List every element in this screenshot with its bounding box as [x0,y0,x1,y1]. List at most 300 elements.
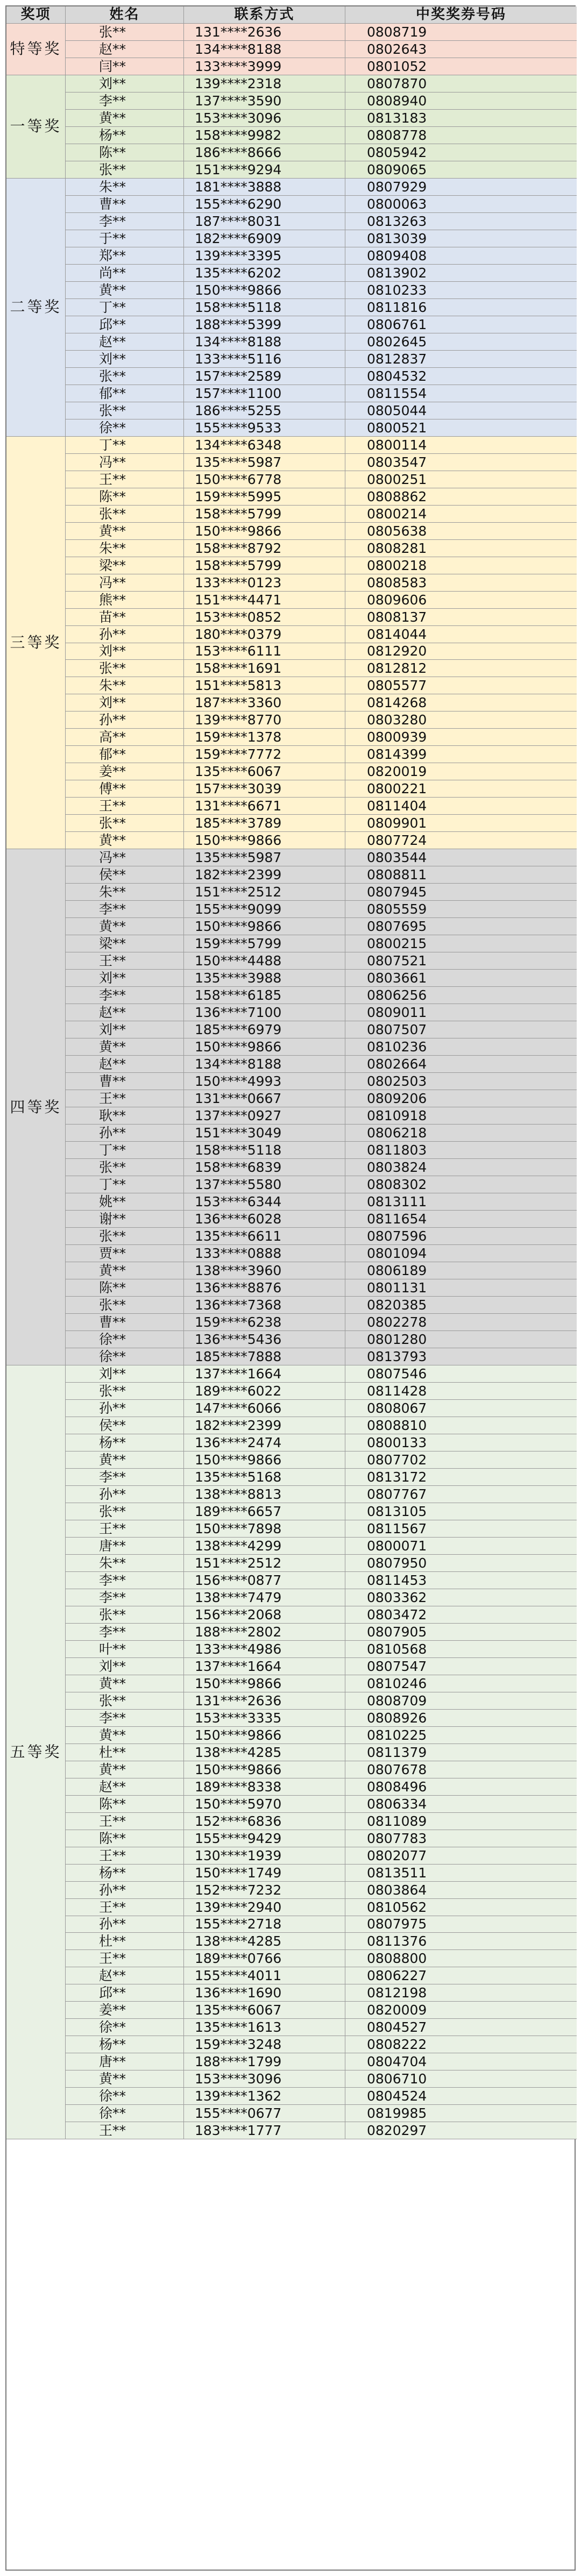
winner-ticket-number: 0807975 [345,1916,577,1933]
winner-name: 黄** [66,1727,184,1744]
winner-phone: 158****6185 [184,987,345,1004]
winner-name: 徐** [66,2019,184,2036]
winner-ticket-number: 0805559 [345,901,577,918]
winner-phone: 153****3096 [184,2070,345,2088]
winner-ticket-number: 0808811 [345,866,577,884]
winner-name: 王** [66,1520,184,1538]
winner-phone: 136****6028 [184,1211,345,1228]
winner-name: 李** [66,1624,184,1641]
winner-phone: 139****3395 [184,247,345,265]
winner-phone: 157****2589 [184,368,345,385]
winner-phone: 136****2474 [184,1434,345,1451]
winner-ticket-number: 0801052 [345,58,577,75]
winner-ticket-number: 0803280 [345,711,577,729]
winner-phone: 159****5799 [184,935,345,952]
winner-phone: 150****9866 [184,1451,345,1469]
winner-ticket-number: 0804527 [345,2019,577,2036]
winner-phone: 158****9982 [184,127,345,144]
winner-name: 张** [66,1692,184,1710]
winner-ticket-number: 0811803 [345,1142,577,1159]
winner-ticket-number: 0808810 [345,1417,577,1434]
winner-ticket-number: 0813172 [345,1469,577,1486]
winner-phone: 139****2318 [184,75,345,92]
winner-ticket-number: 0813111 [345,1193,577,1211]
winner-ticket-number: 0807950 [345,1555,577,1572]
winner-name: 冯** [66,849,184,866]
prize-level-cell: 二等奖 [6,179,66,437]
winner-name: 唐** [66,2053,184,2070]
winner-phone: 189****0766 [184,1950,345,1967]
winner-phone: 155****0677 [184,2105,345,2122]
winner-phone: 131****6671 [184,798,345,815]
winner-ticket-number: 0805044 [345,402,577,419]
winner-name: 赵** [66,1778,184,1796]
winner-ticket-number: 0803864 [345,1882,577,1899]
winner-name: 傅** [66,780,184,798]
winner-phone: 137****1664 [184,1365,345,1383]
winner-phone: 150****9866 [184,1727,345,1744]
winner-name: 杜** [66,1933,184,1950]
winner-phone: 151****5813 [184,677,345,694]
winner-ticket-number: 0807945 [345,884,577,901]
winner-name: 杨** [66,2036,184,2053]
winner-name: 朱** [66,179,184,196]
winner-name: 张** [66,24,184,41]
winner-phone: 138****4285 [184,1744,345,1761]
winner-ticket-number: 0808800 [345,1950,577,1967]
winner-ticket-number: 0820009 [345,2002,577,2019]
winner-phone: 150****9866 [184,1038,345,1056]
winner-ticket-number: 0807702 [345,1451,577,1469]
winner-name: 孙** [66,1400,184,1417]
winner-name: 曹** [66,1073,184,1090]
winner-name: 黄** [66,832,184,849]
winner-phone: 155****9429 [184,1830,345,1847]
winner-name: 丁** [66,1176,184,1193]
winner-ticket-number: 0803544 [345,849,577,866]
winner-phone: 135****5987 [184,454,345,471]
winner-ticket-number: 0811654 [345,1211,577,1228]
winner-ticket-number: 0806761 [345,316,577,333]
winner-phone: 158****5118 [184,1142,345,1159]
winner-phone: 183****1777 [184,2122,345,2139]
winner-ticket-number: 0804532 [345,368,577,385]
winner-ticket-number: 0812198 [345,1984,577,2002]
winner-ticket-number: 0807783 [345,1830,577,1847]
winner-ticket-number: 0801094 [345,1245,577,1262]
winner-ticket-number: 0807905 [345,1624,577,1641]
winner-name: 邱** [66,1984,184,2002]
winner-ticket-number: 0811376 [345,1933,577,1950]
winner-name: 赵** [66,1004,184,1021]
winner-ticket-number: 0803824 [345,1159,577,1176]
winner-phone: 181****3888 [184,179,345,196]
winner-phone: 189****8338 [184,1778,345,1796]
winner-ticket-number: 0813039 [345,230,577,247]
winner-name: 叶** [66,1641,184,1658]
winner-name: 孙** [66,626,184,643]
winner-phone: 133****4986 [184,1641,345,1658]
winner-phone: 136****8876 [184,1279,345,1297]
winner-name: 冯** [66,574,184,592]
winner-ticket-number: 0810568 [345,1641,577,1658]
winner-phone: 135****6067 [184,763,345,780]
winner-phone: 133****3999 [184,58,345,75]
winner-phone: 150****9866 [184,1761,345,1778]
winner-ticket-number: 0814268 [345,694,577,711]
winner-phone: 185****7888 [184,1348,345,1365]
winner-ticket-number: 0800939 [345,729,577,746]
winner-name: 黄** [66,1675,184,1692]
winner-phone: 158****5118 [184,299,345,316]
winner-name: 王** [66,952,184,970]
winner-phone: 155****6290 [184,196,345,213]
winner-phone: 135****6067 [184,2002,345,2019]
winner-ticket-number: 0813793 [345,1348,577,1365]
winner-name: 王** [66,1813,184,1830]
winner-phone: 150****4993 [184,1073,345,1090]
winner-phone: 135****1613 [184,2019,345,2036]
winner-name: 黄** [66,1761,184,1778]
winner-phone: 150****6778 [184,471,345,488]
winner-ticket-number: 0800214 [345,506,577,523]
winner-phone: 150****4488 [184,952,345,970]
winner-phone: 147****6066 [184,1400,345,1417]
winner-phone: 138****8813 [184,1486,345,1503]
winner-ticket-number: 0806710 [345,2070,577,2088]
winner-ticket-number: 0808926 [345,1710,577,1727]
winner-ticket-number: 0800521 [345,419,577,437]
winner-phone: 151****9294 [184,161,345,179]
winner-name: 李** [66,987,184,1004]
winner-name: 黄** [66,1451,184,1469]
winner-name: 王** [66,1899,184,1916]
winner-ticket-number: 0813902 [345,265,577,282]
winner-ticket-number: 0808222 [345,2036,577,2053]
winner-phone: 138****4299 [184,1538,345,1555]
winner-ticket-number: 0802664 [345,1056,577,1073]
winner-name: 杜** [66,1744,184,1761]
winner-phone: 180****0379 [184,626,345,643]
winner-phone: 188****5399 [184,316,345,333]
header-name: 姓名 [66,6,184,24]
winner-phone: 182****6909 [184,230,345,247]
winner-name: 谢** [66,1211,184,1228]
winner-ticket-number: 0808719 [345,24,577,41]
winner-ticket-number: 0804524 [345,2088,577,2105]
winner-phone: 156****0877 [184,1572,345,1589]
winner-phone: 135****5168 [184,1469,345,1486]
header-contact: 联系方式 [184,6,345,24]
winner-phone: 151****2512 [184,1555,345,1572]
winner-phone: 137****0927 [184,1107,345,1125]
winner-name: 姚** [66,1193,184,1211]
winner-phone: 133****0888 [184,1245,345,1262]
winner-ticket-number: 0812920 [345,643,577,660]
winner-name: 黄** [66,2070,184,2088]
winner-name: 刘** [66,351,184,368]
winner-name: 黄** [66,523,184,540]
winner-name: 陈** [66,1796,184,1813]
winner-name: 徐** [66,419,184,437]
winner-name: 李** [66,213,184,230]
winner-phone: 188****1799 [184,2053,345,2070]
winner-ticket-number: 0807870 [345,75,577,92]
winner-phone: 185****3789 [184,815,345,832]
winner-ticket-number: 0808709 [345,1692,577,1710]
winner-phone: 131****0667 [184,1090,345,1107]
winner-phone: 186****8666 [184,144,345,161]
winner-ticket-number: 0806227 [345,1967,577,1984]
winner-ticket-number: 0820297 [345,2122,577,2139]
winner-ticket-number: 0810562 [345,1899,577,1916]
winner-ticket-number: 0810236 [345,1038,577,1056]
winner-name: 朱** [66,540,184,557]
winner-ticket-number: 0811554 [345,385,577,402]
winner-phone: 137****5580 [184,1176,345,1193]
winner-ticket-number: 0807767 [345,1486,577,1503]
winner-name: 张** [66,660,184,677]
winner-name: 唐** [66,1538,184,1555]
winner-name: 曹** [66,196,184,213]
winner-name: 黄** [66,282,184,299]
winner-phone: 155****2718 [184,1916,345,1933]
winner-name: 耿** [66,1107,184,1125]
winner-name: 梁** [66,935,184,952]
winner-ticket-number: 0802503 [345,1073,577,1090]
winner-phone: 157****1100 [184,385,345,402]
winner-phone: 150****5970 [184,1796,345,1813]
winner-name: 熊** [66,592,184,609]
winner-name: 张** [66,1228,184,1245]
winner-ticket-number: 0811379 [345,1744,577,1761]
winner-phone: 138****3960 [184,1262,345,1279]
winner-name: 孙** [66,1882,184,1899]
winner-name: 李** [66,1572,184,1589]
winner-name: 赵** [66,333,184,351]
winner-ticket-number: 0809206 [345,1090,577,1107]
winner-name: 杨** [66,1434,184,1451]
winner-ticket-number: 0811567 [345,1520,577,1538]
winner-phone: 187****8031 [184,213,345,230]
winner-name: 郁** [66,746,184,763]
winner-name: 黄** [66,110,184,127]
winner-name: 杨** [66,1865,184,1882]
winner-ticket-number: 0802643 [345,41,577,58]
winner-name: 丁** [66,437,184,454]
winner-name: 张** [66,1606,184,1624]
prize-level-cell: 四等奖 [6,849,66,1365]
winner-name: 刘** [66,1021,184,1038]
winner-ticket-number: 0807546 [345,1365,577,1383]
winner-name: 陈** [66,144,184,161]
winner-name: 孙** [66,1916,184,1933]
winner-ticket-number: 0805942 [345,144,577,161]
winner-ticket-number: 0808583 [345,574,577,592]
winner-name: 高** [66,729,184,746]
winner-phone: 134****8188 [184,1056,345,1073]
winner-ticket-number: 0807695 [345,918,577,935]
winner-ticket-number: 0808067 [345,1400,577,1417]
winner-name: 于** [66,230,184,247]
winner-phone: 188****2802 [184,1624,345,1641]
winner-name: 冯** [66,454,184,471]
winner-ticket-number: 0807724 [345,832,577,849]
winner-name: 黄** [66,1038,184,1056]
winner-name: 李** [66,901,184,918]
winner-phone: 153****6111 [184,643,345,660]
winner-ticket-number: 0800133 [345,1434,577,1451]
winner-ticket-number: 0807521 [345,952,577,970]
winner-name: 王** [66,798,184,815]
winner-name: 贾** [66,1245,184,1262]
winner-phone: 131****2636 [184,1692,345,1710]
winner-ticket-number: 0809408 [345,247,577,265]
winner-ticket-number: 0805638 [345,523,577,540]
winner-name: 郑** [66,247,184,265]
winner-phone: 189****6657 [184,1503,345,1520]
winner-name: 陈** [66,1279,184,1297]
winner-ticket-number: 0800071 [345,1538,577,1555]
winner-phone: 150****9866 [184,523,345,540]
winner-name: 孙** [66,1125,184,1142]
winner-phone: 185****6979 [184,1021,345,1038]
winner-name: 徐** [66,2105,184,2122]
winner-phone: 136****7368 [184,1297,345,1314]
winner-ticket-number: 0808940 [345,92,577,110]
winner-ticket-number: 0811089 [345,1813,577,1830]
winner-name: 陈** [66,1830,184,1847]
winner-ticket-number: 0802645 [345,333,577,351]
winner-phone: 153****3335 [184,1710,345,1727]
winner-phone: 137****3590 [184,92,345,110]
winner-phone: 151****3049 [184,1125,345,1142]
winner-phone: 135****3988 [184,970,345,987]
winner-phone: 159****7772 [184,746,345,763]
winner-phone: 138****4285 [184,1933,345,1950]
winner-ticket-number: 0808496 [345,1778,577,1796]
winner-ticket-number: 0813183 [345,110,577,127]
winner-name: 张** [66,1297,184,1314]
winner-phone: 158****5799 [184,506,345,523]
winner-phone: 139****1362 [184,2088,345,2105]
winner-phone: 155****4011 [184,1967,345,1984]
winner-name: 赵** [66,41,184,58]
winner-name: 丁** [66,299,184,316]
winner-ticket-number: 0807547 [345,1658,577,1675]
winner-name: 曹** [66,1314,184,1331]
winner-ticket-number: 0812812 [345,660,577,677]
winner-phone: 155****9099 [184,901,345,918]
winner-name: 张** [66,815,184,832]
winner-ticket-number: 0810918 [345,1107,577,1125]
winner-phone: 134****6348 [184,437,345,454]
winner-phone: 135****6202 [184,265,345,282]
winner-ticket-number: 0800251 [345,471,577,488]
winner-ticket-number: 0814044 [345,626,577,643]
winner-name: 王** [66,1950,184,1967]
winner-phone: 189****6022 [184,1383,345,1400]
winner-name: 张** [66,161,184,179]
winner-name: 王** [66,2122,184,2139]
winner-phone: 152****6836 [184,1813,345,1830]
winner-ticket-number: 0808862 [345,488,577,506]
winner-ticket-number: 0811453 [345,1572,577,1589]
winner-name: 王** [66,471,184,488]
winner-phone: 155****9533 [184,419,345,437]
winner-name: 刘** [66,643,184,660]
winner-phone: 158****8792 [184,540,345,557]
winner-ticket-number: 0820385 [345,1297,577,1314]
winner-phone: 131****2636 [184,24,345,41]
winner-ticket-number: 0812837 [345,351,577,368]
winner-ticket-number: 0802077 [345,1847,577,1865]
winner-ticket-number: 0803362 [345,1589,577,1606]
winner-phone: 158****5799 [184,557,345,574]
winner-ticket-number: 0811816 [345,299,577,316]
winner-name: 张** [66,1503,184,1520]
winner-phone: 153****6344 [184,1193,345,1211]
winner-ticket-number: 0820019 [345,763,577,780]
winner-phone: 182****2399 [184,1417,345,1434]
winner-name: 杨** [66,127,184,144]
prize-table [5,5,576,2571]
winner-name: 姜** [66,763,184,780]
winner-name: 闫** [66,58,184,75]
header-prize: 奖项 [6,6,66,24]
winner-name: 张** [66,402,184,419]
winner-ticket-number: 0807678 [345,1761,577,1778]
winner-name: 张** [66,1159,184,1176]
winner-name: 侯** [66,866,184,884]
winner-phone: 182****2399 [184,866,345,884]
winner-ticket-number: 0806189 [345,1262,577,1279]
winner-phone: 138****7479 [184,1589,345,1606]
winner-phone: 151****4471 [184,592,345,609]
winner-ticket-number: 0803472 [345,1606,577,1624]
winner-ticket-number: 0811404 [345,798,577,815]
winner-name: 李** [66,92,184,110]
winner-ticket-number: 0802278 [345,1314,577,1331]
winner-phone: 150****1749 [184,1865,345,1882]
winner-ticket-number: 0808778 [345,127,577,144]
winner-name: 李** [66,1710,184,1727]
winner-name: 王** [66,1847,184,1865]
winner-name: 邱** [66,316,184,333]
winner-ticket-number: 0808302 [345,1176,577,1193]
winner-name: 黄** [66,1262,184,1279]
winner-ticket-number: 0808137 [345,609,577,626]
winner-name: 苗** [66,609,184,626]
prize-level-cell: 一等奖 [6,75,66,179]
winner-name: 黄** [66,918,184,935]
winner-ticket-number: 0803661 [345,970,577,987]
winner-ticket-number: 0809011 [345,1004,577,1021]
winner-phone: 152****7232 [184,1882,345,1899]
winner-phone: 133****0123 [184,574,345,592]
winner-ticket-number: 0809606 [345,592,577,609]
winner-phone: 153****0852 [184,609,345,626]
winner-name: 赵** [66,1056,184,1073]
winner-ticket-number: 0810225 [345,1727,577,1744]
winner-ticket-number: 0800215 [345,935,577,952]
winner-phone: 136****7100 [184,1004,345,1021]
winner-phone: 153****3096 [184,110,345,127]
winner-phone: 159****5995 [184,488,345,506]
winner-name: 张** [66,506,184,523]
winner-phone: 139****2940 [184,1899,345,1916]
winner-phone: 150****9866 [184,918,345,935]
